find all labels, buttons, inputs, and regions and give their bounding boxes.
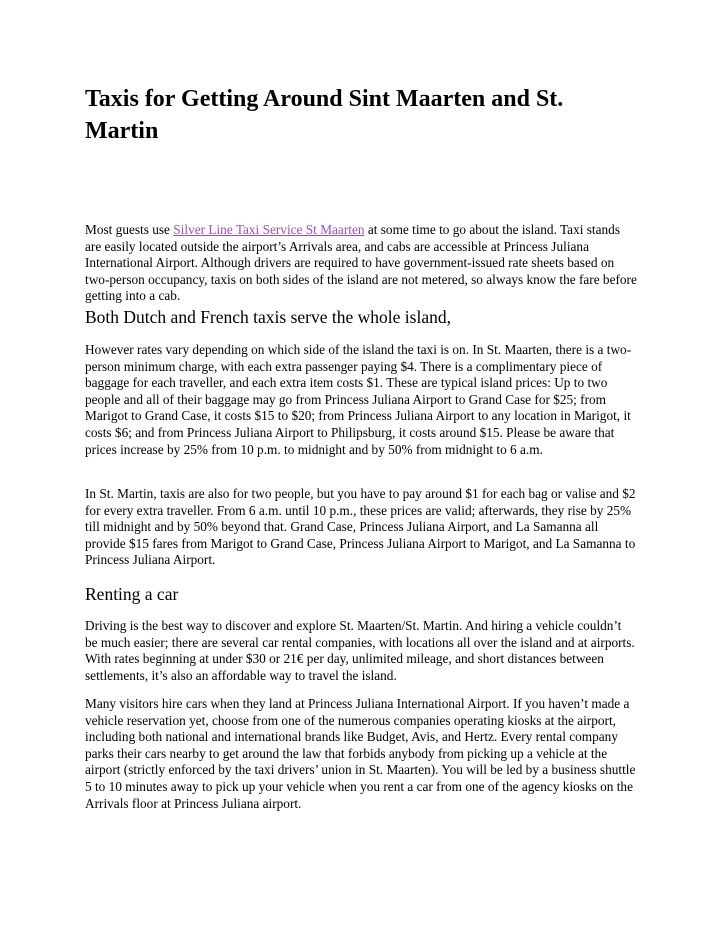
taxis-subheading: Both Dutch and French taxis serve the whole island, xyxy=(85,307,451,327)
renting-car-heading: Renting a car xyxy=(85,584,179,604)
driving-paragraph: Driving is the best way to discover and explore St. Maarten/St. Martin. And hiring a vehicle couldn’t be much easier; there are several car rental companies, with locations all over the island and at airports. With rates beginning at under $30 or 21€ per day, unlimited mileage, and short distances between settlements, it’s also an affordable way to travel the island. xyxy=(85,618,635,683)
car-hire-paragraph: Many visitors hire cars when they land at Princess Juliana International Airport. If you haven’t made a vehicle reservation yet, choose from one of the numerous companies operating kiosks at the airport, including both national and international brands like Budget, Avis, and Hertz. Every rental company parks their cars nearby to get around the law that forbids anybody from picking up a vehicle at the airport (strictly enforced by the taxi drivers’ union in St. Maarten). You will be led by a business shuttle 5 to 10 minutes away to pick up your vehicle when you rent a car from one of the agency kiosks on the Arrivals floor at Princess Juliana airport. xyxy=(85,696,636,811)
rates-paragraph: However rates vary depending on which side of the island the taxi is on. In St. Maarten, there is a two-person minimum charge, with each extra passenger paying $4. There is a complimentary piece of baggage for each traveller, and each extra item costs $1. These are typical island prices: Up to two people and all of their baggage may go from Princess Juliana Airport to Grand Case for $25; from Marigot to Grand Case, it costs $15 to $20; from Princess Juliana Airport to any location in Marigot, it costs $6; and from Princess Juliana Airport to Philipsburg, it costs around $15. Please be aware that prices increase by 25% from 10 p.m. to midnight and by 50% from midnight to 6 a.m. xyxy=(85,342,632,457)
st-martin-paragraph: In St. Martin, taxis are also for two people, but you have to pay around $1 for each bag or valise and $2 for every extra traveller. From 6 a.m. until 10 p.m., these prices are valid; afterwards, they rise by 25% till midnight and by 50% beyond that. Grand Case, Princess Juliana Airport, and La Samanna all provide $15 fares from Marigot to Grand Case, Princess Juliana Airport to Marigot, and La Samanna to Princess Juliana Airport. xyxy=(85,486,636,568)
intro-text-before-link: Most guests use xyxy=(85,222,174,237)
taxi-service-link[interactable]: Silver Line Taxi Service St Maarten xyxy=(173,222,365,237)
page-title: Taxis for Getting Around Sint Maarten and St. Martin xyxy=(85,86,564,144)
intro-text-after-link: at some time to go about the island. Taxi stands are easily located outside the airport’s Arrivals area, and cabs are accessible at Princess Juliana International Airport. Although drivers are required to have government-issued rate sheets based on two-person occupancy, taxis on both sides of the island are not metered, so always know the fare before getting into a cab. xyxy=(85,222,637,304)
intro-paragraph xyxy=(85,222,637,305)
